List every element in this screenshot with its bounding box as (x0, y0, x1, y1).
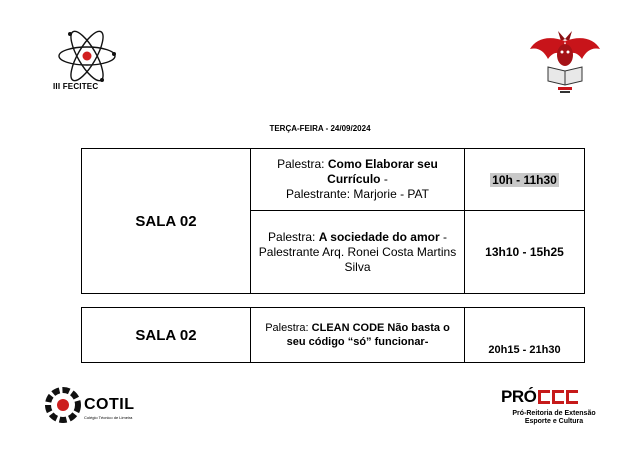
talk-time: 20h15 - 21h30 (488, 344, 561, 356)
event-date: TERÇA-FEIRA - 24/09/2024 (269, 124, 371, 133)
red-eagle-book-emblem-icon (528, 25, 602, 99)
talk-time: 10h - 11h30 (492, 172, 557, 187)
proeec-logo: PRÓ (501, 387, 605, 407)
talk-speaker: Palestrante: Marjorie - PAT (286, 187, 429, 201)
room-label: SALA 02 (135, 326, 197, 344)
talk-cell (250, 148, 465, 211)
talk-dash: - (380, 172, 388, 186)
cotil-subtitle: Colégio Técnico de Limeira (84, 415, 133, 420)
room-cell (81, 148, 251, 294)
room-cell (81, 307, 251, 363)
cotil-gear-icon (44, 386, 82, 424)
time-cell (464, 148, 585, 211)
proeec-name-line1: Pró-Reitoria de Extensão (512, 410, 596, 417)
talk-time: 13h10 - 15h25 (485, 245, 564, 259)
talk-prefix: Palestra: (268, 229, 319, 244)
time-cell (464, 210, 585, 294)
talk-title: CLEAN CODE Não basta o seu código “só” funcionar- (286, 322, 450, 348)
talk-prefix: Palestra: (265, 322, 312, 334)
talk-cell (250, 210, 465, 294)
talk-speaker: Palestrante Arq. Ronei Costa Martins Silva (258, 244, 457, 274)
fecitec-logo-text: III FECITEC (53, 82, 99, 91)
room-label: SALA 02 (135, 212, 197, 230)
talk-title: Como Elaborar seu Currículo (327, 157, 438, 186)
proeec-name-line2: Esporte e Cultura (524, 418, 584, 425)
talk-dash: - (439, 229, 447, 244)
talk-title: A sociedade do amor (318, 229, 440, 244)
talk-cell (250, 307, 465, 363)
time-cell (464, 307, 585, 363)
talk-prefix: Palestra: (277, 157, 328, 171)
cotil-name: COTIL (84, 396, 135, 413)
